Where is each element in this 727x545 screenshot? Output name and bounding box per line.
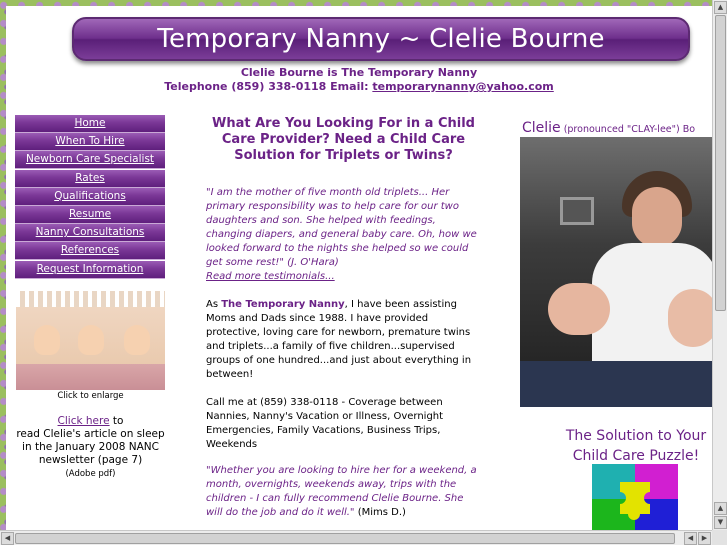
testimonial-quote bbox=[206, 186, 481, 284]
horizontal-scrollbar[interactable] bbox=[0, 530, 712, 545]
article-description: read Clelie's article on sleep in the January 2008 NANC newsletter (page 7) bbox=[16, 428, 165, 466]
triplets-thumbnail-image[interactable] bbox=[16, 291, 165, 390]
contact-block bbox=[6, 66, 712, 94]
contact-phone-email bbox=[6, 80, 712, 94]
vertical-scrollbar[interactable] bbox=[712, 0, 727, 530]
pronunciation: (pronounced "CLAY-lee") Bo bbox=[560, 124, 696, 135]
nav-item-references[interactable]: References bbox=[15, 242, 165, 260]
read-more-testimonials-link[interactable]: Read more testimonials... bbox=[206, 271, 335, 282]
page bbox=[6, 6, 712, 530]
solution-tagline: The Solution to Your Child Care Puzzle! bbox=[565, 428, 707, 464]
vertical-scroll-thumb[interactable] bbox=[715, 15, 726, 311]
article-link[interactable]: Click here bbox=[57, 415, 110, 427]
picture-frame bbox=[560, 197, 594, 225]
nav-item-when-to-hire[interactable]: When To Hire bbox=[15, 133, 165, 151]
article-text-to: to bbox=[109, 415, 124, 427]
scroll-down-icon[interactable]: ▼ bbox=[714, 516, 727, 529]
baby-right bbox=[668, 289, 712, 347]
testimonial-author: (Mims D.) bbox=[354, 507, 406, 518]
scroll-up-icon[interactable]: ▲ bbox=[714, 1, 727, 14]
scroll-left-icon[interactable]: ◀ bbox=[684, 532, 697, 545]
scroll-up-icon[interactable]: ▲ bbox=[714, 502, 727, 515]
nav-item-nanny-consultations[interactable]: Nanny Consultations bbox=[15, 224, 165, 242]
clelie-heading bbox=[522, 120, 712, 136]
email-link[interactable]: temporarynanny@yahoo.com bbox=[372, 80, 554, 93]
intro-brand: The Temporary Nanny bbox=[221, 299, 345, 310]
intro-text: , I have been assisting Moms and Dads since 1988. I have provided protective, loving care for newborn, premature twins and triplets...a family of five children...supervised groups of one hundred...and just about everything in between! bbox=[206, 299, 472, 380]
article-format: (Adobe pdf) bbox=[65, 469, 116, 479]
nav-item-qualifications[interactable]: Qualifications bbox=[15, 188, 165, 206]
nav-item-newborn-care-specialist[interactable]: Newborn Care Specialist bbox=[15, 151, 165, 169]
scroll-right-icon[interactable]: ▶ bbox=[698, 532, 711, 545]
thumbnail-caption: Click to enlarge bbox=[57, 391, 124, 401]
blanket bbox=[16, 364, 165, 390]
nav-item-home[interactable]: Home bbox=[15, 115, 165, 133]
article-note bbox=[16, 415, 165, 481]
horizontal-scroll-thumb[interactable] bbox=[15, 533, 675, 544]
jeans bbox=[520, 361, 712, 407]
nav-item-request-information[interactable]: Request Information bbox=[15, 261, 165, 279]
main-content bbox=[206, 116, 481, 520]
call-paragraph: Call me at (859) 338-0118 - Coverage between Nannies, Nanny's Vacation or Illness, Overnight Emergencies, Family Vacations, Business Trips, Weekends bbox=[206, 397, 444, 450]
sidebar-nav bbox=[15, 115, 165, 279]
nav-item-rates[interactable]: Rates bbox=[15, 170, 165, 188]
telephone-label: Telephone (859) 338-0118 Email: bbox=[164, 80, 369, 93]
main-heading: What Are You Looking For in a Child Care Provider? Need a Child Care Solution for Triplets or Twins? bbox=[212, 116, 475, 163]
scrollbar-corner bbox=[712, 530, 727, 545]
site-title-banner: Temporary Nanny ~ Clelie Bourne bbox=[72, 17, 690, 61]
face bbox=[632, 187, 682, 247]
testimonial-quote-2 bbox=[206, 464, 481, 520]
scroll-left-icon[interactable]: ◀ bbox=[1, 532, 14, 545]
clelie-name: Clelie bbox=[522, 120, 561, 136]
intro-paragraph bbox=[206, 298, 481, 382]
testimonial-text-2: "Whether you are looking to hire her for a weekend, a month, overnights, weekends away, trips with the children - I can fully recommend Clelie Bourne. She will do the job and do it well." bbox=[206, 465, 477, 518]
baby-figure bbox=[78, 325, 104, 355]
baby-figure bbox=[34, 325, 60, 355]
baby-left bbox=[548, 283, 610, 335]
nav-item-resume[interactable]: Resume bbox=[15, 206, 165, 224]
testimonial-text: "I am the mother of five month old triplets... Her primary responsibility was to help care for our two daughters and son. She helped with feedings, changing diapers, and general baby care. Oh, how we looked forward to the nights she helped so we could get some rest!" (J. O'Hara) bbox=[206, 187, 477, 268]
crib-rail bbox=[16, 291, 165, 307]
clelie-with-twins-photo bbox=[520, 137, 712, 407]
puzzle-icon bbox=[592, 464, 678, 530]
baby-figure bbox=[124, 325, 150, 355]
contact-line: Clelie Bourne is The Temporary Nanny bbox=[240, 66, 478, 79]
intro-prefix: As bbox=[206, 299, 222, 310]
